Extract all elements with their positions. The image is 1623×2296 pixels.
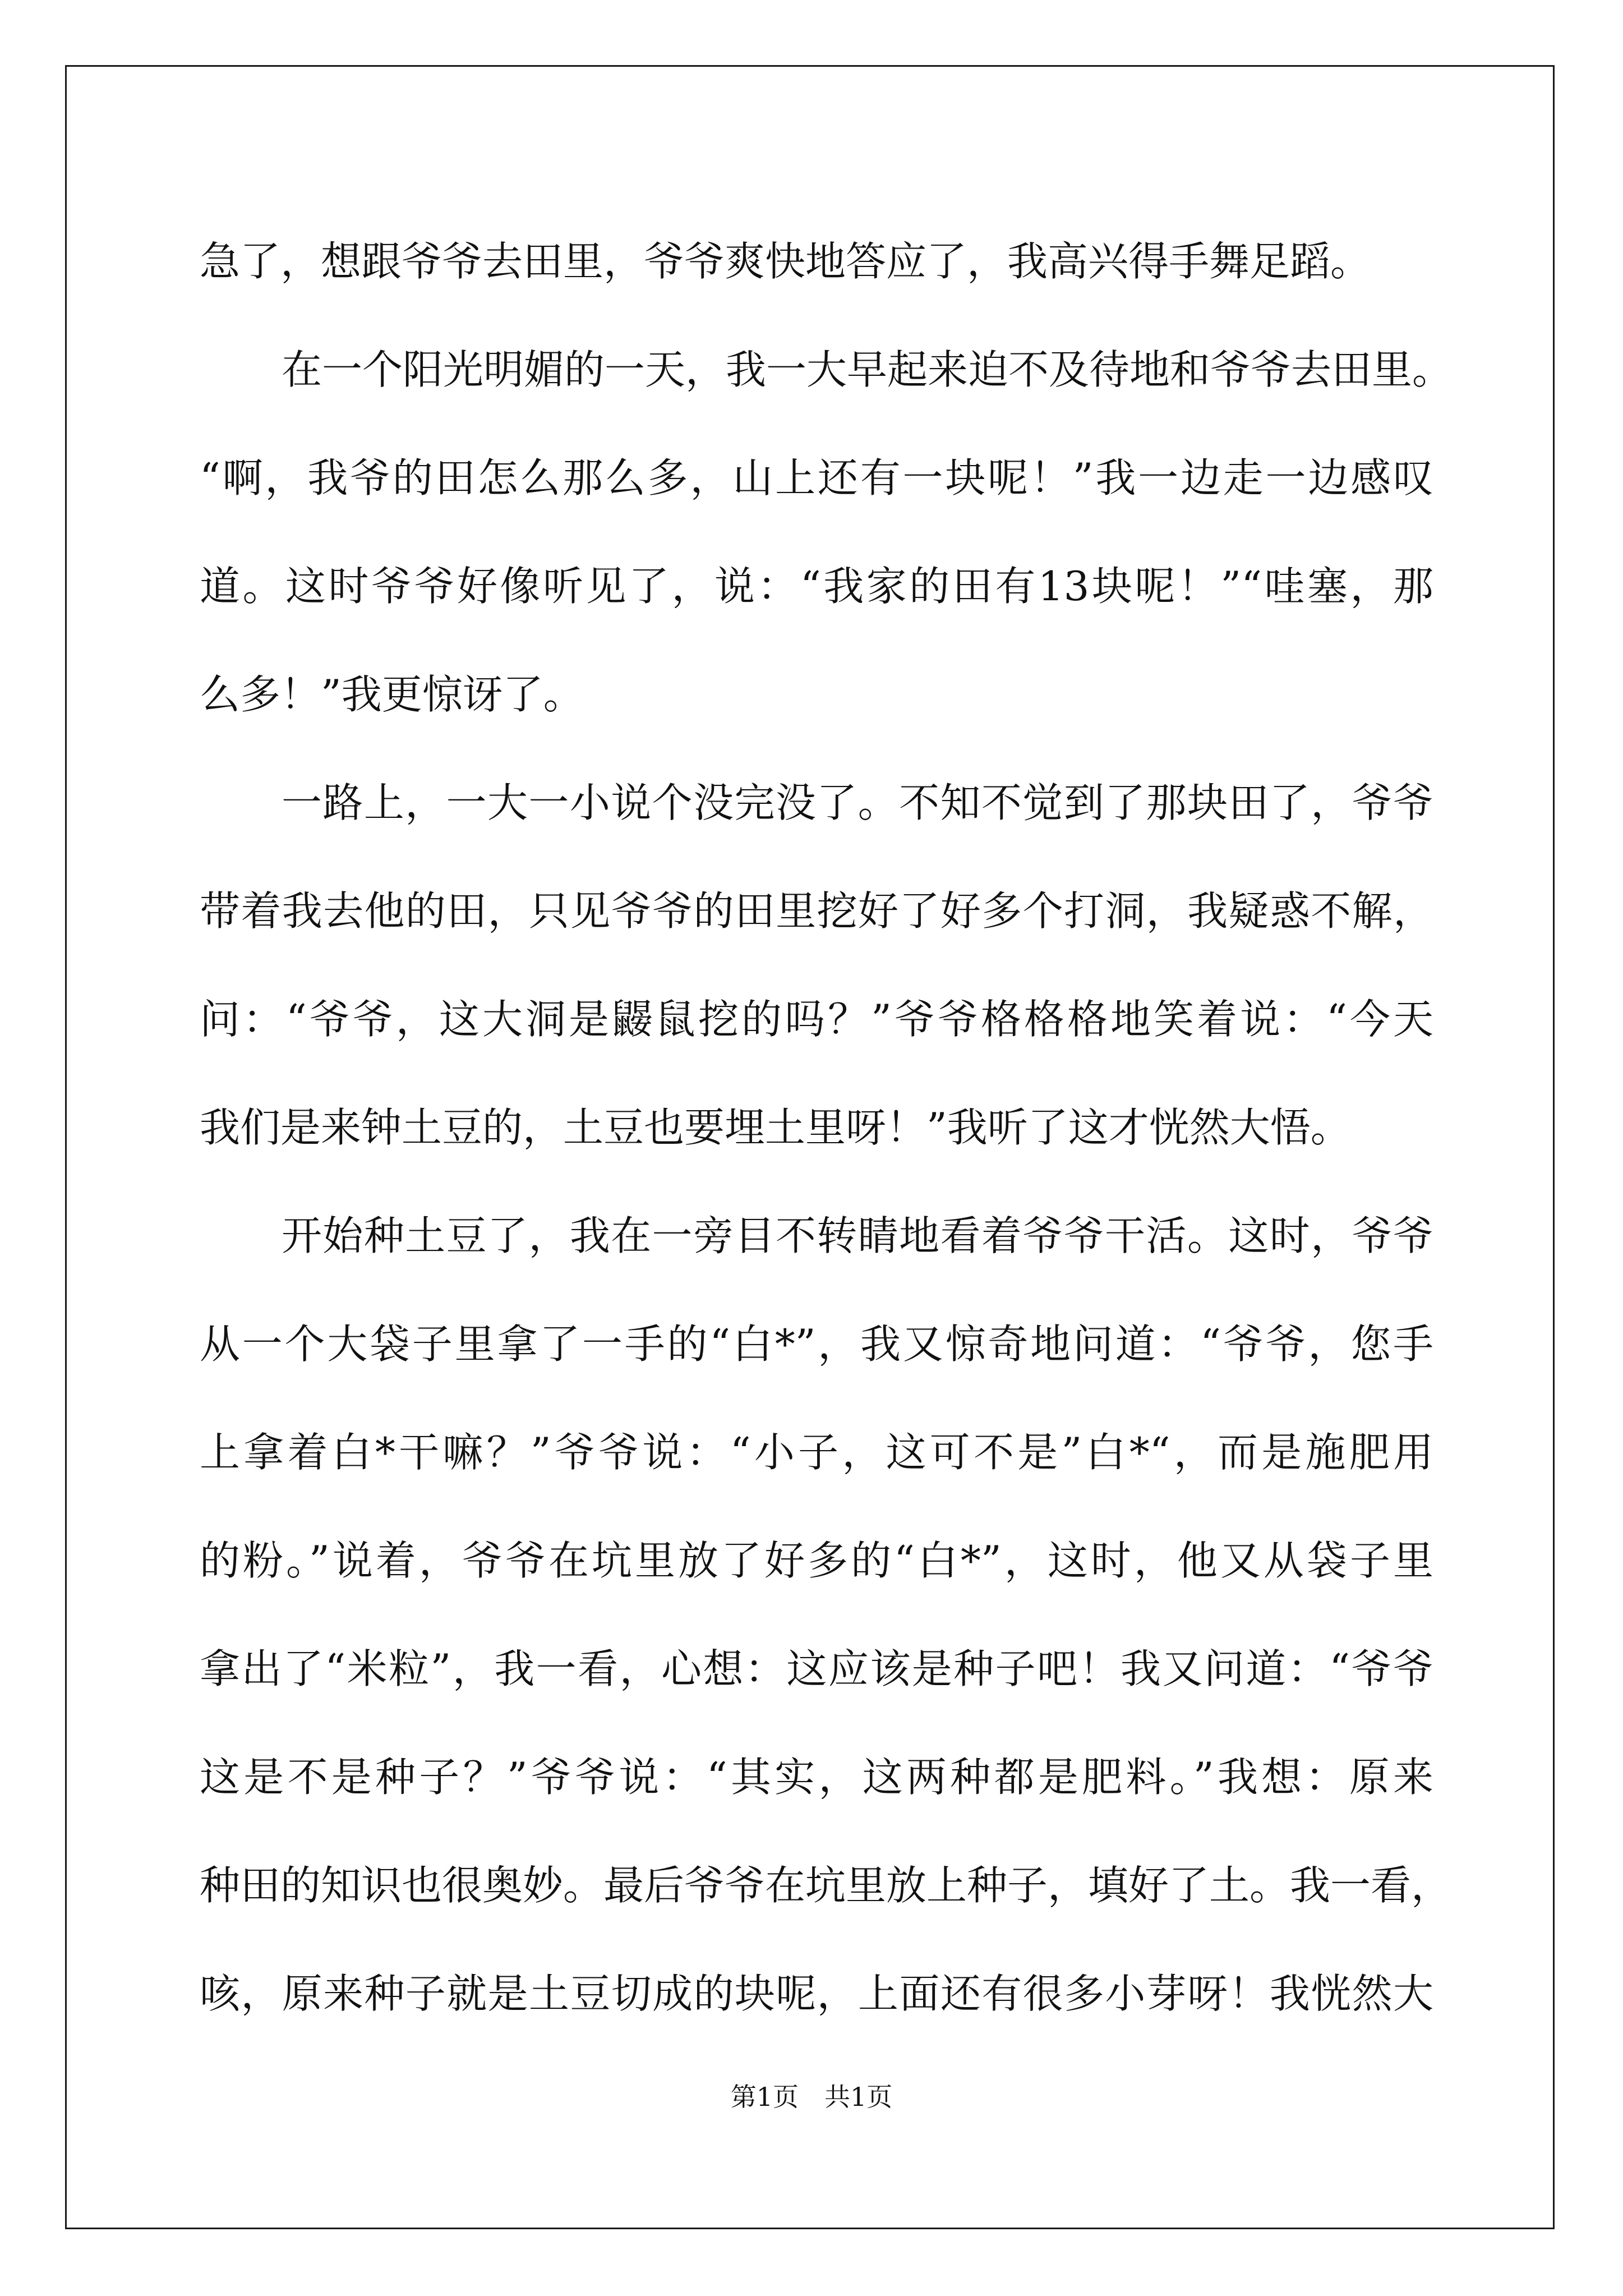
document-body	[200, 208, 1453, 2048]
text-line: 种田的知识也很奥妙。最后爷爷在坑里放上种子，填好了土。我一看，	[200, 1862, 1452, 1909]
text-line: 这是不是种子？”爷爷说：“其实，这两种都是肥料。”我想：原来	[200, 1754, 1433, 1801]
text-line: 的粉。”说着，爷爷在坑里放了好多的“白*”，这时，他又从袋子里	[200, 1537, 1433, 1584]
text-line: 在一个阳光明媚的一天，我一大早起来迫不及待地和爷爷去田里。	[282, 346, 1453, 393]
text-line: 开始种土豆了，我在一旁目不转睛地看着爷爷干活。这时，爷爷	[282, 1212, 1433, 1259]
text-line: 上拿着白*干嘛？”爷爷说：“小子，这可不是”白*“，而是施肥用	[200, 1429, 1433, 1476]
text-line: 拿出了“米粒”，我一看，心想：这应该是种子吧！我又问道：“爷爷	[200, 1645, 1433, 1692]
text-line: 一路上，一大一小说个没完没了。不知不觉到了那块田了，爷爷	[282, 779, 1433, 826]
text-line: 问：“爷爷，这大洞是鼹鼠挖的吗？”爷爷格格格地笑着说：“今天	[200, 996, 1433, 1043]
text-line: 带着我去他的田，只见爷爷的田里挖好了好多个打洞，我疑惑不解，	[200, 887, 1433, 935]
text-line: 道。这时爷爷好像听见了，说：“我家的田有13块呢！”“哇塞，那	[200, 563, 1433, 610]
text-line: 么多！”我更惊讶了。	[200, 671, 584, 718]
text-line: 急了，想跟爷爷去田里，爷爷爽快地答应了，我高兴得手舞足蹈。	[200, 238, 1371, 285]
text-line: 从一个大袋子里拿了一手的“白*”，我又惊奇地问道：“爷爷，您手	[200, 1320, 1433, 1368]
text-line: 我们是来钟土豆的，土豆也要埋土里呀！”我听了这才恍然大悟。	[200, 1104, 1351, 1151]
text-line: 咳，原来种子就是土豆切成的块呢，上面还有很多小芽呀！我恍然大	[200, 1970, 1433, 2017]
page-footer: 第1页 共1页	[730, 2082, 893, 2112]
text-line: “啊，我爷的田怎么那么多，山上还有一块呢！”我一边走一边感叹	[200, 454, 1433, 501]
